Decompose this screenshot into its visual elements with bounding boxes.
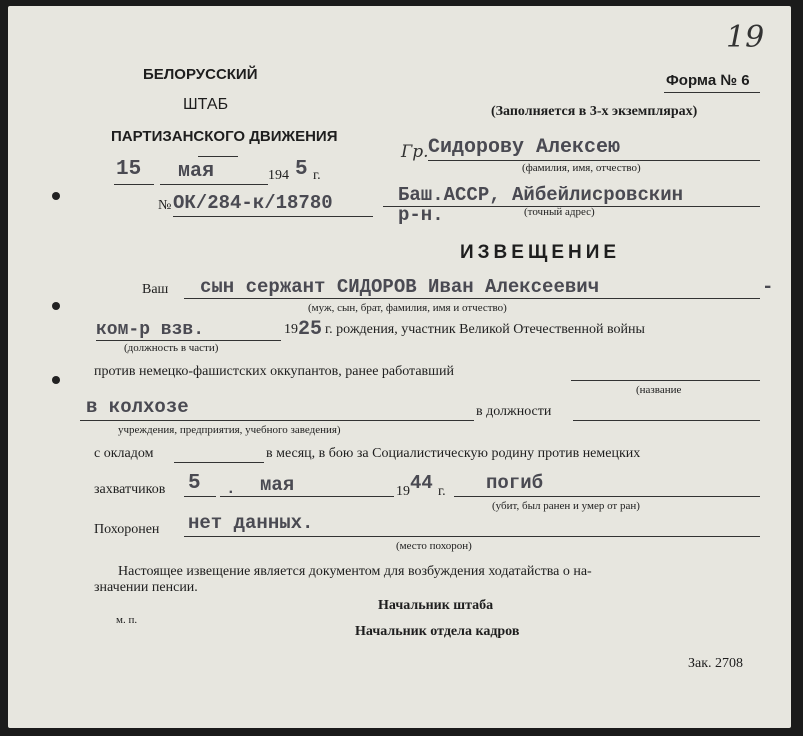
death-year-suffix: г. bbox=[438, 484, 446, 499]
org-line-1: БЕЛОРУССКИЙ bbox=[143, 66, 258, 83]
death-month-line bbox=[220, 496, 394, 497]
punch-hole-top bbox=[52, 192, 60, 200]
position-line bbox=[96, 340, 281, 341]
recipient-address-caption: (точный адрес) bbox=[524, 206, 595, 218]
number-line bbox=[173, 216, 373, 217]
buried-caption: (место похорон) bbox=[396, 540, 472, 552]
birth-year-prefix: 19 bbox=[284, 322, 298, 337]
relation-line bbox=[184, 298, 760, 299]
recipient-address-line-2: р-н. bbox=[398, 204, 444, 226]
buried-line bbox=[184, 536, 760, 537]
your-label: Ваш bbox=[142, 282, 169, 297]
relation-dash: - bbox=[762, 276, 774, 298]
workplace-value: в колхозе bbox=[86, 396, 189, 418]
date-month: мая bbox=[178, 160, 215, 183]
name-caption-right: (название bbox=[636, 384, 682, 396]
chief-personnel: Начальник отдела кадров bbox=[355, 624, 520, 639]
in-position-line bbox=[573, 420, 760, 421]
date-year-suffix: г. bbox=[313, 168, 321, 183]
form-label-underline bbox=[664, 92, 760, 93]
org-line-3: ПАРТИЗАНСКОГО ДВИЖЕНИЯ bbox=[111, 128, 338, 145]
invaders-label: захватчиков bbox=[94, 482, 166, 497]
line3-text: против немецко-фашистских оккупантов, ранее работавший bbox=[94, 364, 454, 379]
recipient-name-line bbox=[428, 160, 760, 161]
chief-staff: Начальник штаба bbox=[378, 598, 494, 613]
date-month-line bbox=[160, 184, 268, 185]
recipient-name: Сидорову Алексею bbox=[428, 136, 621, 159]
death-status-line bbox=[454, 496, 760, 497]
workplace-line bbox=[80, 420, 474, 421]
punch-hole-lower bbox=[52, 376, 60, 384]
form-label: Форма № 6 bbox=[666, 72, 750, 89]
page-number: 19 bbox=[726, 20, 765, 55]
birth-year-digit: 25 bbox=[298, 318, 323, 341]
death-status: погиб bbox=[486, 472, 544, 494]
document-title: ИЗВЕЩЕНИЕ bbox=[460, 242, 621, 263]
number-label: № bbox=[158, 198, 172, 213]
buried-value: нет данных. bbox=[188, 512, 314, 534]
workplace-caption: учреждения, предприятия, учебного заведения) bbox=[118, 424, 341, 436]
death-day-dot: . bbox=[226, 480, 236, 498]
relation-value: сын сержант СИДОРОВ Иван Алексеевич bbox=[200, 276, 600, 298]
recipient-prefix: Гр. bbox=[401, 142, 429, 162]
recipient-address-line-1: Баш.АССР, Айбейлисровскин bbox=[398, 184, 684, 206]
position-caption: (должность в части) bbox=[124, 342, 219, 354]
date-year-prefix: 194 bbox=[268, 168, 289, 183]
recipient-name-caption: (фамилия, имя, отчество) bbox=[522, 162, 641, 174]
salary-line bbox=[174, 462, 264, 463]
death-caption: (убит, был ранен и умер от ран) bbox=[492, 500, 640, 512]
death-day: 5 bbox=[188, 472, 201, 495]
date-year-digit: 5 bbox=[295, 158, 308, 181]
notice-text-2: значении пенсии. bbox=[94, 580, 198, 595]
org-underline bbox=[198, 156, 238, 157]
notification-document bbox=[8, 6, 791, 728]
death-year-prefix: 19 bbox=[396, 484, 410, 499]
position-value: ком-р взв. bbox=[96, 320, 205, 340]
punch-hole-middle bbox=[52, 302, 60, 310]
death-year-digit: 44 bbox=[410, 472, 433, 494]
salary-label: с окладом bbox=[94, 446, 154, 461]
death-month: мая bbox=[260, 474, 295, 496]
death-day-line bbox=[184, 496, 216, 497]
line3-fill-line bbox=[571, 380, 760, 381]
order-code: Зак. 2708 bbox=[688, 656, 744, 671]
org-line-2: ШТАБ bbox=[183, 96, 229, 113]
date-day: 15 bbox=[116, 158, 142, 181]
in-position-label: в должности bbox=[476, 404, 552, 419]
number-value: ОК/284-к/18780 bbox=[173, 192, 333, 214]
stamp-place: м. п. bbox=[116, 614, 138, 626]
date-day-line bbox=[114, 184, 154, 185]
birth-text: г. рождения, участник Великой Отечественной войны bbox=[325, 322, 645, 337]
salary-text: в месяц, в бою за Социалистическую родину против немецких bbox=[266, 446, 641, 461]
notice-text-1: Настоящее извещение является документом для возбуждения ходатайства о на- bbox=[118, 564, 592, 579]
copies-note: (Заполняется в 3-х экземплярах) bbox=[491, 104, 698, 119]
buried-label: Похоронен bbox=[94, 522, 160, 537]
relation-caption: (муж, сын, брат, фамилия, имя и отчество) bbox=[308, 302, 507, 314]
